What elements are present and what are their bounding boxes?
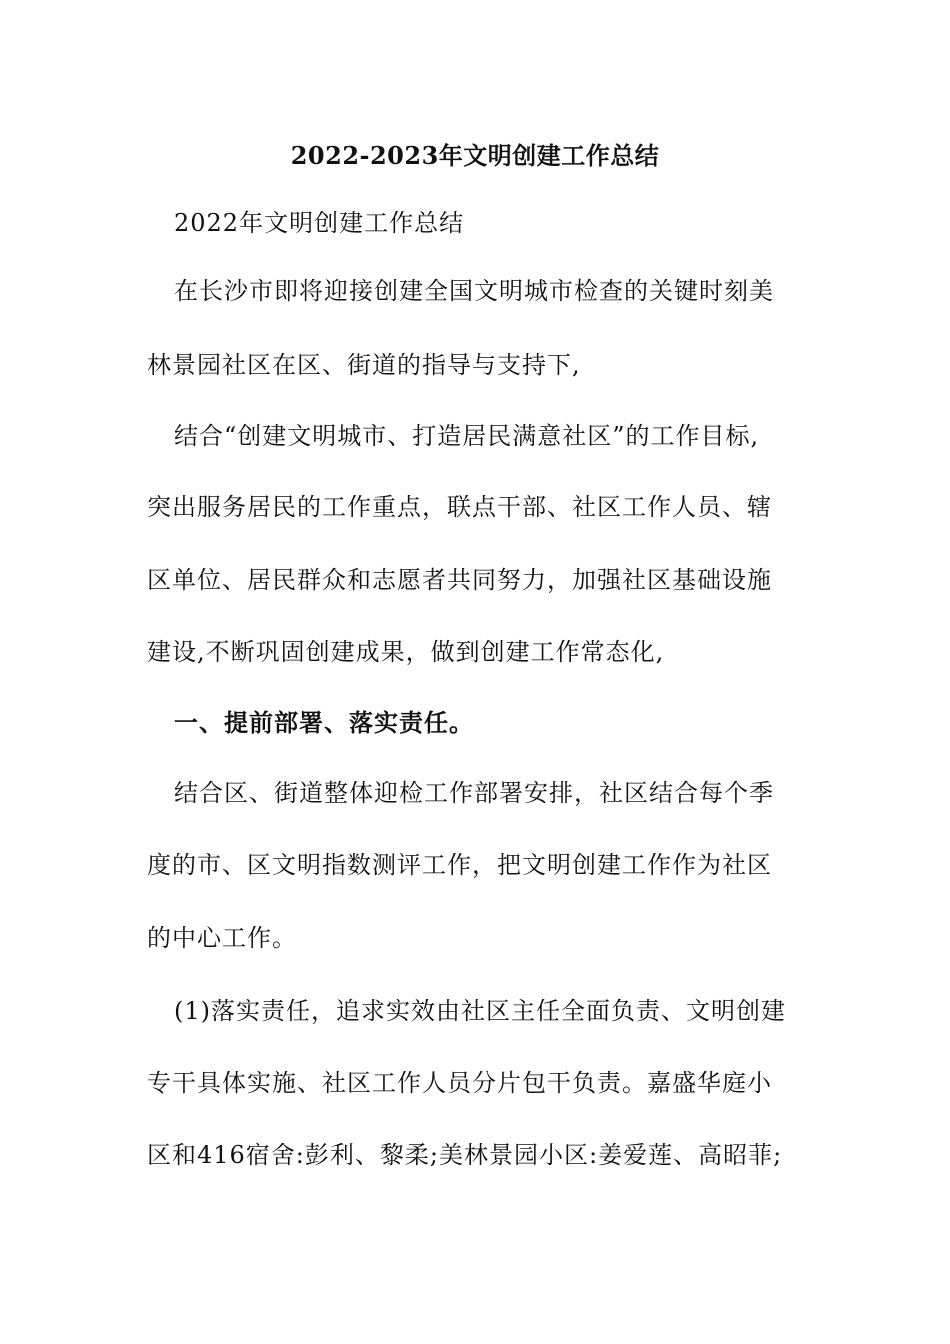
section-heading: 一、提前部署、落实责任。 bbox=[174, 708, 474, 737]
paragraph-line: 建设,不断巩固创建成果，做到创建工作常态化, bbox=[147, 638, 665, 666]
paragraph-line: 度的市、区文明指数测评工作，把文明创建工作作为社区 bbox=[147, 851, 772, 879]
paragraph-line: 区单位、居民群众和志愿者共同努力，加强社区基础设施 bbox=[147, 566, 772, 594]
paragraph-line: 结合“创建文明城市、打造居民满意社区”的工作目标, bbox=[174, 422, 760, 450]
paragraph-line: 突出服务居民的工作重点，联点干部、社区工作人员、辖 bbox=[147, 493, 772, 521]
paragraph-line: (1)落实责任，追求实效由社区主任全面负责、文明创建 bbox=[174, 997, 786, 1025]
paragraph-line: 专干具体实施、社区工作人员分片包干负责。嘉盛华庭小 bbox=[147, 1069, 772, 1097]
document-title: 2022-2023年文明创建工作总结 bbox=[290, 141, 660, 170]
paragraph-line: 的中心工作。 bbox=[147, 924, 297, 952]
document-subtitle: 2022年文明创建工作总结 bbox=[174, 209, 465, 237]
paragraph-line: 结合区、街道整体迎检工作部署安排，社区结合每个季 bbox=[174, 779, 774, 807]
paragraph-line: 在长沙市即将迎接创建全国文明城市检查的关键时刻美 bbox=[174, 277, 774, 305]
paragraph-line: 林景园社区在区、街道的指导与支持下, bbox=[147, 351, 581, 379]
paragraph-line: 区和416宿舍:彭利、黎柔;美林景园小区:姜爱莲、高昭菲; bbox=[147, 1141, 783, 1169]
